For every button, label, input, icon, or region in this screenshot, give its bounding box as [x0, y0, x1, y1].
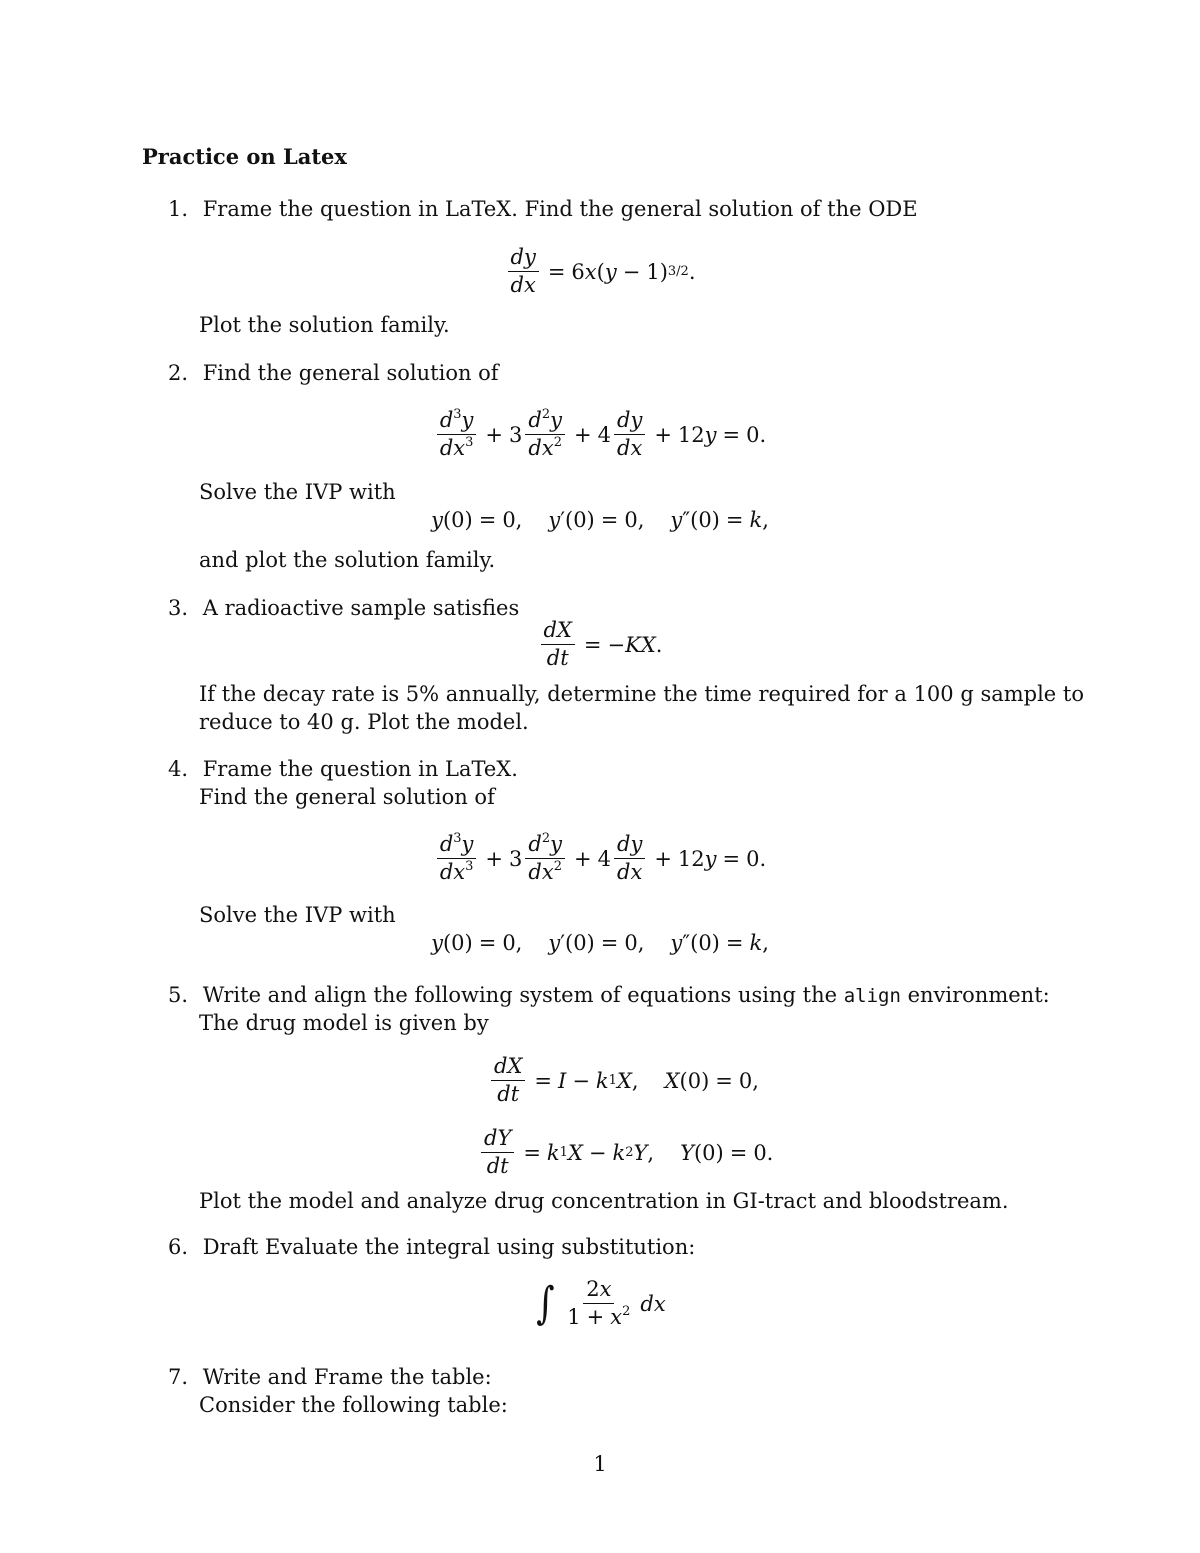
- question-4-ivp-label: Solve the IVP with: [199, 903, 396, 927]
- question-number: 1.: [168, 197, 189, 221]
- question-2: [168, 361, 499, 385]
- question-text: Draft Evaluate the integral using substitution:: [202, 1235, 696, 1259]
- question-text: Frame the question in LaTeX.: [202, 757, 518, 781]
- question-4: [168, 757, 518, 781]
- page-number: 1: [593, 1452, 607, 1476]
- question-text: Write and Frame the table:: [202, 1365, 492, 1389]
- code-term-align: align: [843, 985, 901, 1007]
- question-text: A radioactive sample satisfies: [202, 596, 520, 620]
- question-3-followup-line1: If the decay rate is 5% annually, determine the time required for a 100 g sample to: [199, 682, 1084, 706]
- question-3-followup-line2: reduce to 40 g. Plot the model.: [199, 710, 529, 734]
- question-5-line2: The drug model is given by: [199, 1011, 489, 1035]
- question-1: [168, 197, 918, 221]
- question-3: [168, 596, 519, 620]
- equation-initial-conditions: y (0) = 0, y ′(0) = 0, y ″(0) = k ,: [431, 508, 769, 532]
- question-number: 7.: [168, 1365, 189, 1389]
- question-number: 5.: [168, 983, 189, 1007]
- question-number: 4.: [168, 757, 189, 781]
- equation-third-order-ode: $\frac{d^3y}{dx^3}$ + 3 $\frac{d^2y}{dx^2}$ + 4 $\frac{dy}{dx}$ + 12 y = 0.: [0, 408, 1200, 460]
- equation-initial-conditions-repeat: y (0) = 0, y ′(0) = 0, y ″(0) = k ,: [431, 931, 769, 955]
- question-7: [168, 1365, 492, 1389]
- question-number: 3.: [168, 596, 189, 620]
- question-text: Find the general solution of: [202, 361, 499, 385]
- equation-third-order-ode-repeat: $\frac{d^3y}{dx^3}$ + 3 $\frac{d^2y}{dx^2}$ + 4 $\frac{dy}{dx}$ + 12 y = 0.: [0, 832, 1200, 884]
- question-2-followup: and plot the solution family.: [199, 548, 496, 572]
- question-5-followup: Plot the model and analyze drug concentration in GI-tract and bloodstream.: [199, 1189, 1009, 1213]
- question-number: 2.: [168, 361, 189, 385]
- equation-drug-model-y: $\frac{dY}{dt}$ = k 1 X − k 2 Y , Y (0) = 0.: [478, 1126, 773, 1178]
- equation-integral: ∫ $\frac{2x}{1 + x^2}$ dx: [536, 1277, 666, 1330]
- question-6: [168, 1235, 695, 1259]
- question-1-followup: Plot the solution family.: [199, 313, 450, 337]
- question-2-ivp-label: Solve the IVP with: [199, 480, 396, 504]
- question-7-line2: Consider the following table:: [199, 1393, 508, 1417]
- document-title: Practice on Latex: [142, 144, 347, 169]
- question-4-line2: Find the general solution of: [199, 785, 495, 809]
- question-text-post: environment:: [900, 983, 1050, 1007]
- equation-ode-1: $\frac{dy}{dx}$ = 6 x ( y − 1) 3/2 .: [0, 245, 1200, 297]
- question-number: 6.: [168, 1235, 189, 1259]
- question-5: [168, 983, 1050, 1007]
- question-text: [203, 983, 1050, 1007]
- question-text-pre: Write and align the following system of equations using the: [202, 983, 844, 1007]
- question-text: Frame the question in LaTeX. Find the general solution of the ODE: [202, 197, 918, 221]
- equation-drug-model-x: $\frac{dX}{dt}$ = I − k 1 X , X (0) = 0,: [488, 1054, 759, 1106]
- equation-decay: $\frac{dX}{dt}$ = − KX .: [0, 618, 1200, 670]
